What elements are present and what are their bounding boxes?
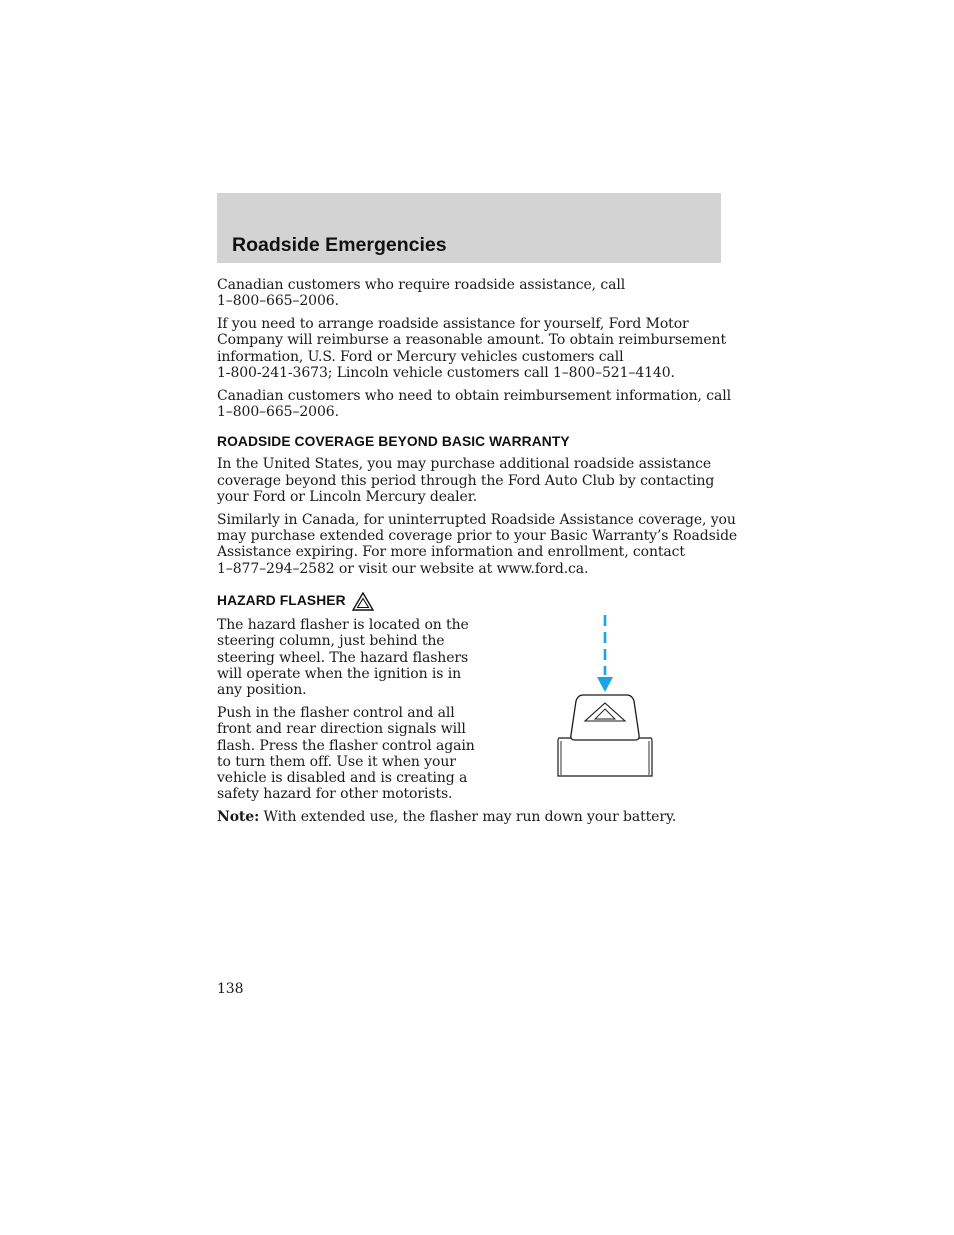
text-line: flash. Press the flasher control again (217, 737, 475, 754)
hazard-switch-button (571, 695, 639, 740)
hazard-note (217, 809, 723, 825)
note-text: With extended use, the flasher may run down your battery. (259, 809, 677, 826)
text-line: 1-800-241-3673; Lincoln vehicle customers call 1–800–521–4140. (217, 364, 675, 381)
text-line: In the United States, you may purchase additional roadside assistance (217, 456, 712, 473)
text-line: Assistance expiring. For more information and enrollment, contact (217, 544, 685, 561)
text-line: any position. (217, 682, 307, 699)
hazard-paragraph-1 (217, 617, 477, 698)
text-line: Similarly in Canada, for uninterrupted Roadside Assistance coverage, you (217, 511, 736, 528)
text-line: The hazard flasher is located on the (217, 616, 469, 633)
text-line: 1–800–665–2006. (217, 293, 339, 310)
text-line: front and rear direction signals will (217, 721, 466, 738)
pointer-arrow (597, 615, 613, 692)
note-label: Note: (217, 809, 260, 826)
text-line: will operate when the ignition is in (217, 665, 462, 682)
hazard-triangle-icon (352, 592, 374, 611)
page-title: Roadside Emergencies (232, 234, 447, 256)
intro-paragraph-1 (217, 277, 723, 310)
hazard-switch-illustration (555, 613, 659, 781)
hazard-heading (217, 592, 723, 611)
main-content (217, 277, 738, 832)
page-number: 138 (217, 981, 244, 997)
intro-paragraph-2 (217, 316, 726, 381)
intro-paragraph-3 (217, 387, 731, 421)
hazard-heading-text: HAZARD FLASHER (217, 593, 346, 609)
text-line: steering column, just behind the (217, 633, 445, 650)
text-line: 1–800–665–2006. (217, 404, 339, 421)
text-line: Canadian customers who require roadside assistance, call (217, 277, 626, 293)
coverage-heading: ROADSIDE COVERAGE BEYOND BASIC WARRANTY (217, 434, 570, 450)
text-line: your Ford or Lincoln Mercury dealer. (217, 488, 478, 505)
hazard-text-column (217, 617, 477, 803)
hazard-section (217, 617, 723, 803)
text-line: If you need to arrange roadside assistance for yourself, Ford Motor (217, 316, 689, 333)
text-line: Company will reimburse a reasonable amount. To obtain reimbursement (217, 332, 726, 349)
text-line: steering wheel. The hazard flashers (217, 649, 469, 666)
text-line: vehicle is disabled and is creating a (217, 770, 468, 787)
text-line: Push in the flasher control and all (217, 704, 455, 721)
header-band (217, 193, 721, 263)
coverage-paragraph-2 (217, 511, 738, 577)
text-line: coverage beyond this period through the Ford Auto Club by contacting (217, 472, 715, 489)
text-line: to turn them off. Use it when your (217, 753, 456, 770)
coverage-paragraph-1 (217, 456, 723, 505)
text-line: may purchase extended coverage prior to your Basic Warranty’s Roadside (217, 528, 738, 545)
hazard-switch-housing (558, 738, 652, 776)
text-line: 1–877–294–2582 or visit our website at www.ford.ca. (217, 560, 589, 577)
text-line: information, U.S. Ford or Mercury vehicles customers call (217, 348, 624, 365)
text-line: Canadian customers who need to obtain reimbursement information, call (217, 387, 731, 404)
text-line: safety hazard for other motorists. (217, 786, 453, 803)
hazard-paragraph-2 (217, 705, 477, 803)
